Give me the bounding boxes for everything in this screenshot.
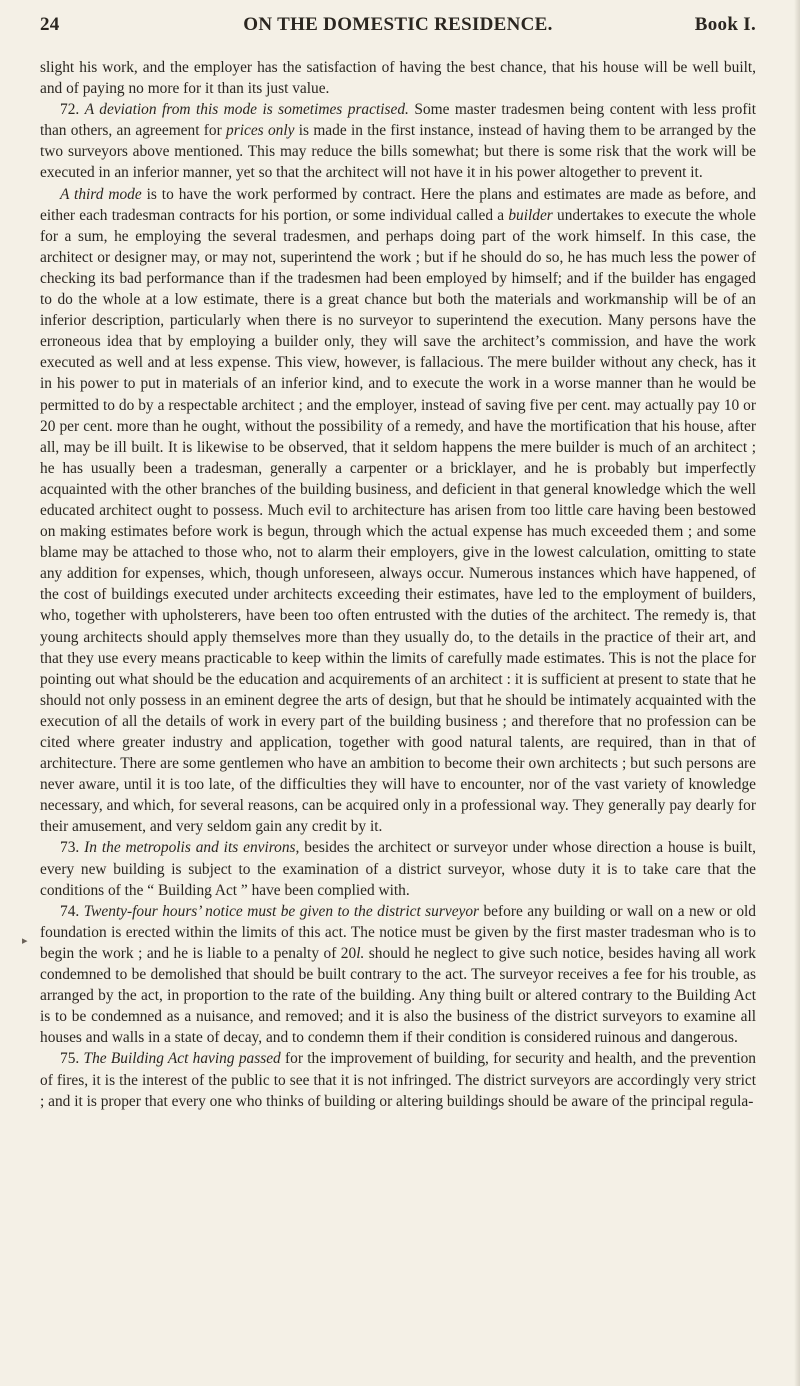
margin-mark: ▸ <box>22 935 28 947</box>
text-run: should he neglect to give such notice, besides having all work condemned to be demolished that should be built contrary to the act. The surveyor receives a fee for his trouble, as arranged by the act, in proportion to the rate of the building. Any thing built or altered contrary to the Building Act is to be condemned as a nuisance, and removed; and it is also the business of the district surveyors to examine all houses and walls in a state of decay, and to condemn them if their condition is considered ruinous and dangerous. <box>40 944 756 1047</box>
italic-run: Twenty-four hours’ notice must be given to the district surveyor <box>83 902 480 920</box>
book-label: Book I. <box>694 14 756 35</box>
text-run: 73. <box>60 839 85 857</box>
italic-run: In the metropolis and its environs, <box>84 839 300 857</box>
italic-run: A deviation from this mode is sometimes practised. <box>84 101 409 119</box>
page-number: 24 <box>40 14 60 35</box>
italic-run: l. <box>356 944 365 962</box>
paragraph-p0 <box>40 57 756 99</box>
text-run: 72. <box>60 101 85 119</box>
text-run: before any building or wall on a new or old foundation is erected within the limits of this act. The notice must be given by the first master tradesman who is to begin the work ; and he is liable to a penalty of 20 <box>40 902 756 962</box>
paragraph-p73 <box>40 837 756 900</box>
italic-run: A third mode <box>60 185 142 203</box>
text-run: for the improvement of building, for security and health, and the prevention of fires, it is the interest of the public to see that it is not infringed. The district surveyors are accordingly very strict ; and it is proper that every one who thinks of building or altering buildings should be aware of the principal regula- <box>40 1050 756 1110</box>
italic-run: prices only <box>226 122 295 140</box>
text-run: Some master tradesmen being content with less profit than others, an agreement for <box>40 101 757 140</box>
text-run: is to have the work performed by contract. Here the plans and estimates are made as before, and either each tradesman contracts for his portion, or some individual called a <box>40 185 757 224</box>
text-run: slight his work, and the employer has the satisfaction of having the best chance, that his house will be well built, and of paying no more for it than its just value. <box>40 59 756 98</box>
text-run: besides the architect or surveyor under whose direction a house is built, every new building is subject to the examination of a district surveyor, whose duty it is to take care that the conditions of the “ Building Act ” have been complied with. <box>40 839 756 899</box>
paragraph-p72 <box>40 99 756 183</box>
text-run: is made in the first instance, instead of having them to be arranged by the two surveyors above mentioned. This may reduce the bills somewhat; but there is some risk that the work will be executed in an inferior manner, yet so that the architect will not have it in his power altogether to prevent it. <box>40 122 756 182</box>
italic-run: builder <box>508 206 553 224</box>
paragraph-p75 <box>40 1048 756 1111</box>
text-run: undertakes to execute the whole for a sum, he employing the several tradesmen, and perhaps doing part of the work himself. In this case, the architect or designer may, or may not, superintend the work ; but if he should do so, he has much less the power of checking its bad performance than if the tradesmen had been employed by himself; and if the builder has engaged to do the whole at a low estimate, there is a great chance but both the materials and workmanship will be of an inferior description, particularly when there is no surveyor to superintend the execution. Many persons have the erroneous idea that by employing a builder only, they will save the architect’s commission, and have the work executed as well and at less expense. This view, however, is fallacious. The mere builder without any check, has it in his power to put in materials of an inferior kind, and to execute the work in a worse manner than he would be permitted to do by a respectable architect ; and the employer, instead of saving five per cent. may actually pay 10 or 20 per cent. more than he ought, without the possibility of a remedy, and have the mortification that his house, after all, may be ill built. It is likewise to be observed, that it seldom happens the mere builder is much of an architect ; he has usually been a tradesman, generally a carpenter or a bricklayer, and he is probably but imperfectly acquainted with the other branches of the building business, and deficient in that general knowledge which the well educated architect ought to possess. Much evil to architecture has arisen from too little care having been bestowed on making estimates before work is begun, through which the actual expense has much exceeded them ; and some blame may be attached to those who, not to alarm their employers, give in the lowest calculation, omitting to state any addition for expenses, which, though unforeseen, always occur. Numerous instances which have happened, of the cost of buildings executed under architects exceeding their estimates, have led to the employment of builders, who, together with upholsterers, have been too often entrusted with the duties of the architect. The remedy is, that young architects should apply themselves more than they usually do, to the details in the practice of their art, and that they use every means practicable to keep within the limits of carefully made estimates. This is not the place for pointing out what should be the education and acquirements of an architect : it is sufficient at present to state that he should not only possess in an eminent degree the arts of design, but that he should be intimately acquainted with the execution of all the details of work in every part of the building business ; and therefore that no profession can be cited where greater industry and application, together with good natural talents, are required, than in that of architecture. There are some gentlemen who have an ambition to become their own architects ; but such persons are never aware, until it is too late, of the difficulties they will have to encounter, nor of the vast variety of knowledge necessary, and which, for several reasons, can be acquired only in a professional way. They generally pay dearly for their amusement, and very seldom gain any credit by it. <box>40 206 757 836</box>
paragraph-p74 <box>40 901 756 1049</box>
italic-run: The Building Act having passed <box>83 1050 281 1068</box>
body-text <box>40 57 756 1112</box>
text-run: 74. <box>60 902 84 920</box>
running-title: ON THE DOMESTIC RESIDENCE. <box>243 14 553 35</box>
text-run: 75. <box>60 1050 84 1068</box>
running-head <box>40 14 756 42</box>
paragraph-p72b <box>40 184 756 838</box>
page-edge-shadow <box>794 0 800 1386</box>
